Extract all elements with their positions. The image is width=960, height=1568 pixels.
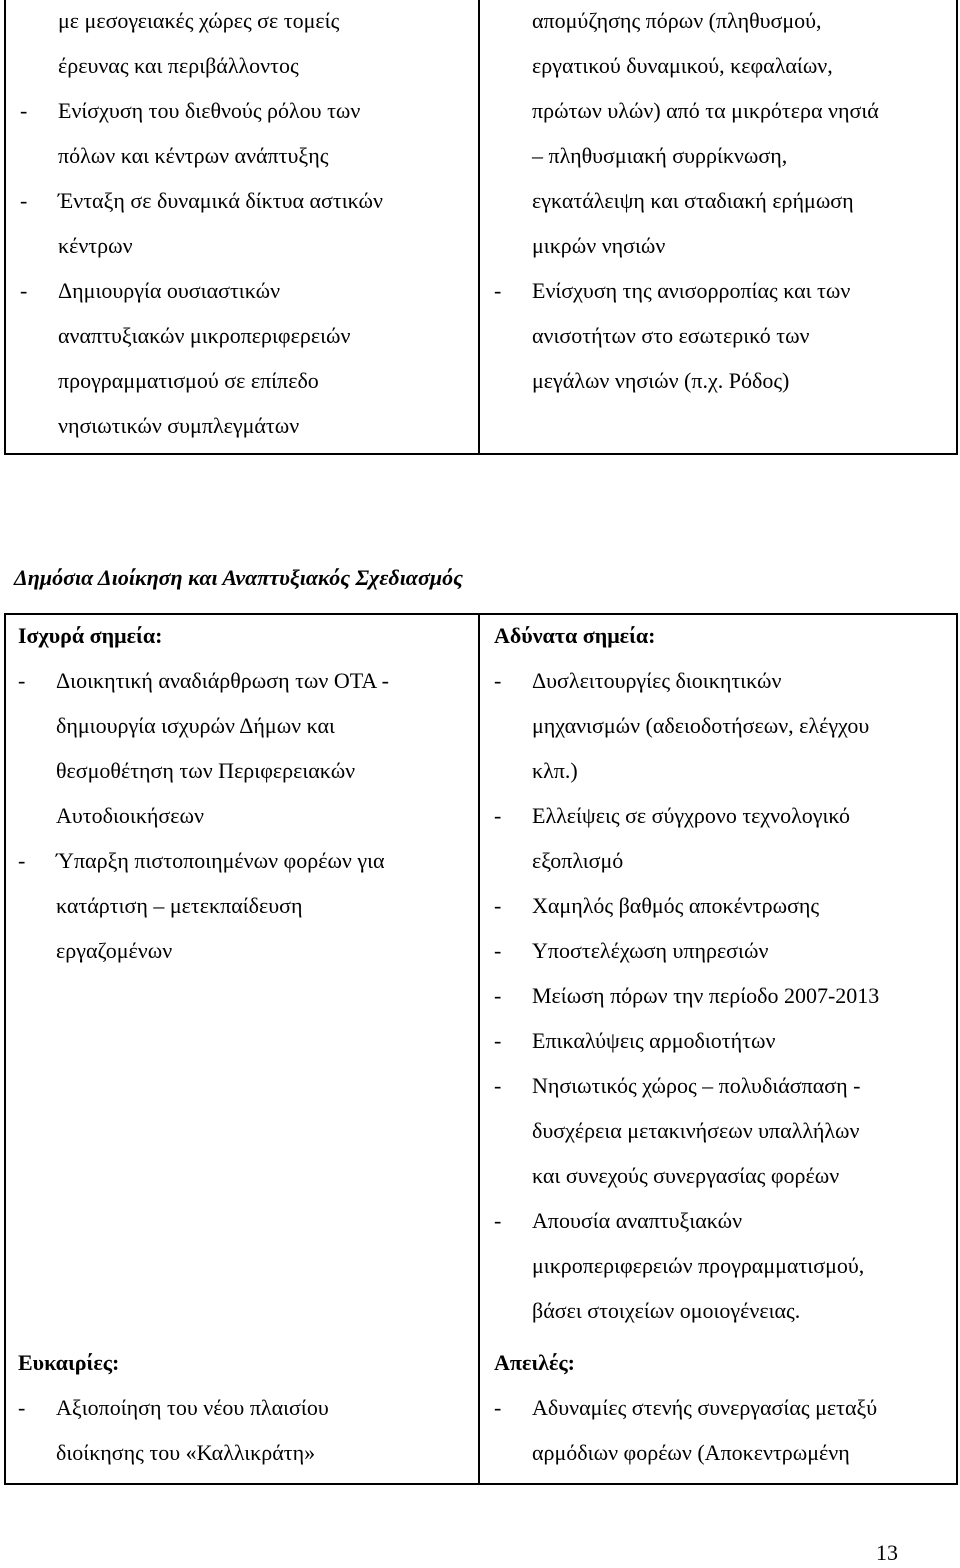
line-text: Αξιοποίηση του νέου πλαισίου — [56, 1395, 329, 1420]
opportunities-heading: Ευκαιρίες: — [18, 1350, 120, 1375]
bullet-item — [494, 973, 956, 1018]
line-text: αρμόδιων φορέων (Αποκεντρωμένη — [532, 1440, 850, 1465]
line-text: διοίκησης του «Καλλικράτη» — [56, 1440, 316, 1465]
top-left-cell — [20, 0, 476, 448]
bullet-item — [20, 88, 476, 133]
line-text: Μείωση πόρων την περίοδο 2007-2013 — [532, 983, 880, 1008]
dash-marker: - — [494, 278, 502, 303]
bullet-continuation — [494, 1153, 956, 1198]
bullet-item — [494, 658, 956, 703]
top-table — [4, 0, 958, 455]
bullet-continuation — [20, 313, 476, 358]
dash-marker: - — [494, 893, 502, 918]
line-text: – πληθυσμιακή συρρίκνωση, — [532, 143, 788, 168]
line-text: έρευνας και περιβάλλοντος — [58, 53, 299, 78]
bullet-item — [18, 658, 474, 703]
line-text: Απουσία αναπτυξιακών — [532, 1208, 743, 1233]
dash-marker: - — [20, 188, 28, 213]
bullet-item — [18, 1385, 474, 1430]
bullet-continuation — [494, 133, 956, 178]
bullet-continuation — [494, 358, 956, 403]
bullet-item — [494, 1063, 956, 1108]
line-text: θεσμοθέτηση των Περιφερειακών — [56, 758, 356, 783]
line-text: Δυσλειτουργίες διοικητικών — [532, 668, 782, 693]
line-text: Δημιουργία ουσιαστικών — [58, 278, 281, 303]
line-text: βάσει στοιχείων ομοιογένειας. — [532, 1298, 801, 1323]
line-text: Ενίσχυση της ανισορροπίας και των — [532, 278, 851, 303]
line-text: Χαμηλός βαθμός αποκέντρωσης — [532, 893, 820, 918]
line-text: εγκατάλειψη και σταδιακή ερήμωση — [532, 188, 854, 213]
bullet-continuation — [20, 133, 476, 178]
strengths-heading: Ισχυρά σημεία: — [18, 623, 163, 648]
opportunities-cell — [18, 1340, 474, 1475]
bullet-item — [494, 928, 956, 973]
dash-marker: - — [494, 1395, 502, 1420]
bullet-continuation — [18, 703, 474, 748]
line-text: Υποστελέχωση υπηρεσιών — [532, 938, 769, 963]
dash-marker: - — [18, 1395, 26, 1420]
bullet-continuation — [494, 43, 956, 88]
line-text: απομύζησης πόρων (πληθυσμού, — [532, 8, 822, 33]
column-divider — [478, 0, 480, 453]
threats-cell — [494, 1340, 956, 1475]
dash-marker: - — [494, 1208, 502, 1233]
dash-marker: - — [494, 938, 502, 963]
dash-marker: - — [18, 668, 26, 693]
bullet-item — [494, 1385, 956, 1430]
line-text: δυσχέρεια μετακινήσεων υπαλλήλων — [532, 1118, 860, 1143]
line-text: Ενίσχυση του διεθνούς ρόλου των — [58, 98, 361, 123]
bullet-continuation — [494, 223, 956, 268]
line-text: προγραμματισμού σε επίπεδο — [58, 368, 319, 393]
line-text: εξοπλισμό — [532, 848, 624, 873]
bullet-item — [494, 793, 956, 838]
line-text: Επικαλύψεις αρμοδιοτήτων — [532, 1028, 776, 1053]
line-text: μικρών νησιών — [532, 233, 666, 258]
bullet-item — [20, 268, 476, 313]
line-text: μεγάλων νησιών (π.χ. Ρόδος) — [532, 368, 790, 393]
dash-marker: - — [20, 278, 28, 303]
bullet-continuation — [494, 313, 956, 358]
line-text: Διοικητική αναδιάρθρωση των ΟΤΑ - — [56, 668, 389, 693]
top-right-cell — [494, 0, 956, 403]
bullet-continuation — [494, 1430, 956, 1475]
dash-marker: - — [494, 668, 502, 693]
line-text: νησιωτικών συμπλεγμάτων — [58, 413, 300, 438]
bullet-item — [18, 838, 474, 883]
line-text: Νησιωτικός χώρος – πολυδιάσπαση - — [532, 1073, 861, 1098]
dash-marker: - — [494, 803, 502, 828]
dash-marker: - — [494, 1028, 502, 1053]
bullet-item — [494, 1198, 956, 1243]
bullet-continuation — [18, 883, 474, 928]
dash-marker: - — [18, 848, 26, 873]
bullet-continuation — [494, 703, 956, 748]
line-text: με μεσογειακές χώρες σε τομείς — [58, 8, 340, 33]
line-text: κλπ.) — [532, 758, 578, 783]
bullet-continuation — [494, 88, 956, 133]
bullet-continuation — [494, 1288, 956, 1333]
line-text: μηχανισμών (αδειοδοτήσεων, ελέγχου — [532, 713, 870, 738]
line-text: δημιουργία ισχυρών Δήμων και — [56, 713, 335, 738]
dash-marker: - — [494, 983, 502, 1008]
line-text: Ελλείψεις σε σύγχρονο τεχνολογικό — [532, 803, 851, 828]
section-title: Δημόσια Διοίκηση και Αναπτυξιακός Σχεδιασμός — [14, 565, 463, 590]
threats-heading: Απειλές: — [494, 1350, 575, 1375]
line-text: κέντρων — [58, 233, 133, 258]
line-text: κατάρτιση – μετεκπαίδευση — [56, 893, 303, 918]
bullet-continuation — [494, 838, 956, 883]
bullet-continuation — [494, 1108, 956, 1153]
weaknesses-cell — [494, 613, 956, 1333]
bullet-continuation — [20, 403, 476, 448]
line-text: Αδυναμίες στενής συνεργασίας μεταξύ — [532, 1395, 878, 1420]
bullet-continuation — [20, 223, 476, 268]
bullet-continuation — [18, 748, 474, 793]
bullet-continuation — [20, 358, 476, 403]
bullet-continuation — [18, 1430, 474, 1475]
line-text: εργαζομένων — [56, 938, 173, 963]
line-text: Αυτοδιοικήσεων — [56, 803, 204, 828]
line-text: πόλων και κέντρων ανάπτυξης — [58, 143, 329, 168]
bullet-item — [494, 268, 956, 313]
bullet-item — [494, 1018, 956, 1063]
line-text: Ύπαρξη πιστοποιημένων φορέων για — [56, 848, 385, 873]
bullet-continuation — [18, 928, 474, 973]
line-text: πρώτων υλών) από τα μικρότερα νησιά — [532, 98, 879, 123]
line-text: Ένταξη σε δυναμικά δίκτυα αστικών — [58, 188, 383, 213]
line-text: ανισοτήτων στο εσωτερικό των — [532, 323, 810, 348]
strengths-cell — [18, 613, 474, 973]
bullet-continuation — [494, 0, 956, 43]
bullet-continuation — [20, 0, 476, 43]
column-divider — [478, 615, 480, 1483]
swot-table — [4, 613, 958, 1485]
bullet-continuation — [494, 1243, 956, 1288]
dash-marker: - — [494, 1073, 502, 1098]
bullet-item — [20, 178, 476, 223]
line-text: αναπτυξιακών μικροπεριφερειών — [58, 323, 351, 348]
line-text: μικροπεριφερειών προγραμματισμού, — [532, 1253, 865, 1278]
bullet-item — [494, 883, 956, 928]
dash-marker: - — [20, 98, 28, 123]
line-text: εργατικού δυναμικού, κεφαλαίων, — [532, 53, 833, 78]
line-text: και συνεχούς συνεργασίας φορέων — [532, 1163, 840, 1188]
bullet-continuation — [494, 178, 956, 223]
bullet-continuation — [494, 748, 956, 793]
page-number: 13 — [876, 1540, 898, 1565]
weaknesses-heading: Αδύνατα σημεία: — [494, 623, 656, 648]
bullet-continuation — [18, 793, 474, 838]
bullet-continuation — [20, 43, 476, 88]
